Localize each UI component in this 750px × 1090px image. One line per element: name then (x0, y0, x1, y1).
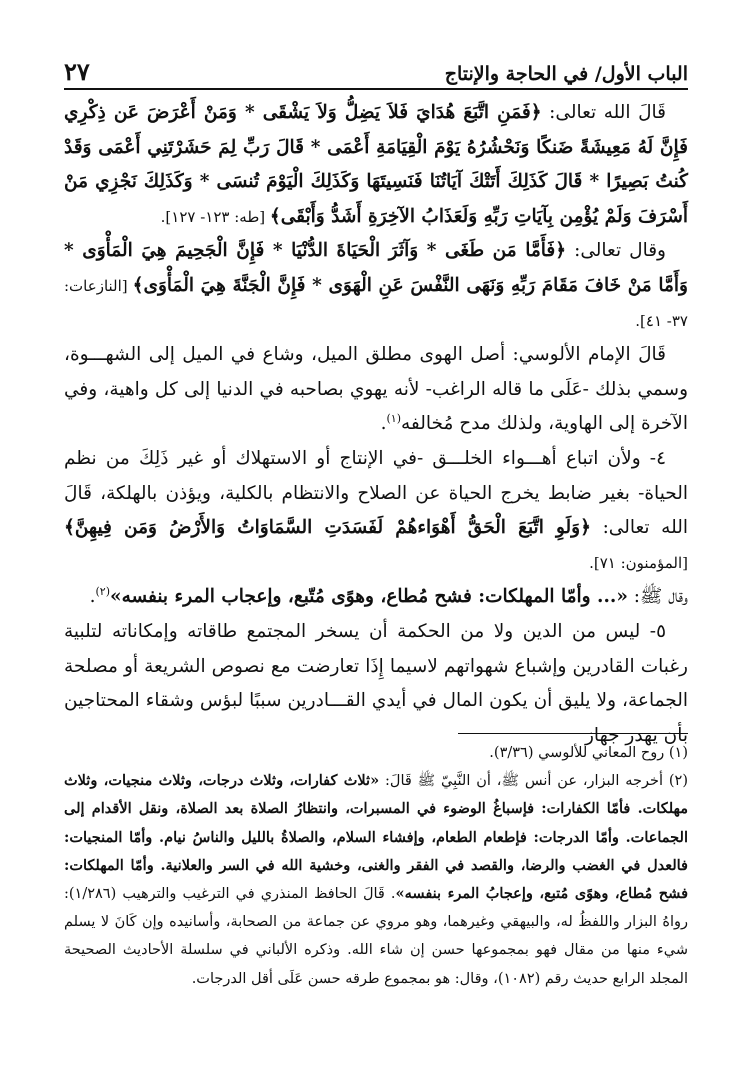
chapter-title: الباب الأول/ في الحاجة والإنتاج (444, 63, 688, 85)
paragraph-taha (64, 96, 688, 234)
verse-reference: [النازعات: ٣٧- ٤١]. (64, 276, 688, 330)
paragraph-point-4 (64, 442, 688, 580)
footnotes (64, 739, 688, 1039)
paragraph-text: ٥- ليس من الدين ولا من الحكمة أن يسخر المجتمع طاقاته وإمكاناته لتلبية رغبات القادرين وإشباع شهواتهم لاسيما إِذَا تعارضت مع نصوص الشريعة أو مصلحة الجماعة، ولا يليق أن يكون المال في أيدي القـــادرين سببًا لبؤس وشقاء المحتاجين بأن يهدر جهاز (64, 620, 688, 746)
paragraph-intro: قَالَ الله تعالى: (541, 102, 666, 123)
quran-verse: ﴿فَمَنِ اتَّبَعَ هُدَايَ فَلاَ يَضِلُّ وَلاَ يَشْقَى * وَمَنْ أَعْرَضَ عَن ذِكْرِي فَإِنَّ لَهُ مَعِيشَةً ضَنكًا وَنَحْشُرُهُ يَوْمَ الْقِيَامَةِ أَعْمَى * قَالَ رَبِّ لِمَ حَشَرْتَنِي أَعْمَى وَقَدْ كُنتُ بَصِيرًا * قَالَ كَذَلِكَ أَتَتْكَ آيَاتُنَا فَنَسِيتَهَا وَكَذَلِكَ الْيَوْمَ تُنسَى * وَكَذَلِكَ نَجْزِي مَنْ أَسْرَفَ وَلَمْ يُؤْمِن بِآيَاتِ رَبِّهِ وَلَعَذَابُ الآخِرَةِ أَشَدُّ وَأَبْقَى﴾ (64, 102, 688, 227)
hadith-quote: «... وأمّا المهلكات: فشح مُطاع، وهوًى مُتّبع، وإعجاب المرء بنفسه» (110, 586, 628, 608)
paragraph-text: قَالَ الإمام الألوسي: أصل الهوى مطلق الميل، وشاع في الميل إلى الشهـــوة، وسمي بذلك -عَلَى ما قاله الراغب- لأنه يهوي بصاحبه في الدنيا إلى كل واهية، وفي الآخرة إلى الهاوية، ولذلك مدح مُخالفه (64, 344, 688, 435)
running-header (64, 58, 688, 90)
paragraph-hadith (64, 580, 688, 615)
footnote-marker: (١) (386, 412, 401, 426)
paragraph-text: ٤- ولأن اتباع أهـــواء الخلـــق -في الإنتاج أو الاستهلاك أو غير ذَلِكَ من نظم الحياة- بغير ضابط يخرج الحياة عن الصلاح والانتظام بالكلية، ويؤذن بالهلكة، قَالَ الله تعالى: (64, 447, 688, 539)
footnote-text: . قَالَ الحافظ المنذري في الترغيب والترهيب (١/٢٨٦): رواهُ البزار واللفظُ له، والبيهقي وغيرهما، وهو مروي عن جماعة من الصحابة، وأسانيده وإن كَانَ لا يسلم شيء منها من مقال فهو بمجموعها حسن إن شاء الله. وذكره الألباني في سلسلة الأحاديث الصحيحة المجلد الرابع حديث رقم (١٠٨٢)، وقال: هو بمجموع طرقه حسن عَلَى أقل الدرجات. (64, 886, 688, 987)
footnote-2 (64, 767, 688, 993)
quran-verse: ﴿وَلَوِ اتَّبَعَ الْحَقُّ أَهْوَاءهُمْ لَفَسَدَتِ السَّمَاوَاتُ وَالأَرْضُ وَمَن فِيهِنَّ﴾ (64, 517, 591, 539)
paragraph-end: . (89, 586, 96, 608)
main-text (64, 96, 688, 746)
footnote-1: (١) روح المعاني للألوسي (٣/٣٦). (489, 745, 688, 761)
paragraph-naziat (64, 234, 688, 338)
footnote-separator (458, 733, 688, 734)
quran-verse: ﴿فَأَمَّا مَن طَغَى * وَآثَرَ الْحَيَاةَ الدُّنْيَا * فَإِنَّ الْجَحِيمَ هِيَ الْمَأْوَى * وَأَمَّا مَنْ خَافَ مَقَامَ رَبِّهِ وَنَهَى النَّفْسَ عَنِ الْهَوَى * فَإِنَّ الْجَنَّةَ هِيَ الْمَأْوَى﴾ (64, 240, 688, 296)
paragraph-alusi (64, 338, 688, 442)
verse-reference: [طه: ١٢٣- ١٢٧]. (160, 207, 270, 226)
verse-reference: [المؤمنون: ٧١]. (589, 553, 688, 572)
page-number: ٢٧ (64, 57, 90, 86)
paragraph-end: . (380, 413, 387, 435)
paragraph-intro: وقال تعالى: (566, 240, 666, 262)
paragraph-intro: وقال ﷺ: (627, 586, 688, 608)
footnote-text: (٢) أخرجه البزار، عن أنس ﷺ، أن النَّبِيّ ﷺ قَالَ: (379, 773, 688, 790)
hadith-quote: «ثلاث كفارات، وثلاث درجات، وثلاث منجيات، وثلاث مهلكات. فأمّا الكفارات: فإسباغُ الوضوء في المسبرات، وانتظارُ الصلاة بعد الصلاة، ونقل الأقدام إلى الجماعات. وأمّا الدرجات: فإطعام الطعام، وإفشاء السلام، والصلاةُ بالليل والناسُ نيام. وأمّا المنجيات: فالعدل في الغضب والرضا، والقصد في الفقر والغنى، وخشية الله في السر والعلانية. وأمّا المهلكات: فشح مُطاع، وهوًى مُتبع، وإعجابُ المرء بنفسه» (64, 772, 689, 903)
footnote-marker: (٢) (95, 585, 110, 599)
